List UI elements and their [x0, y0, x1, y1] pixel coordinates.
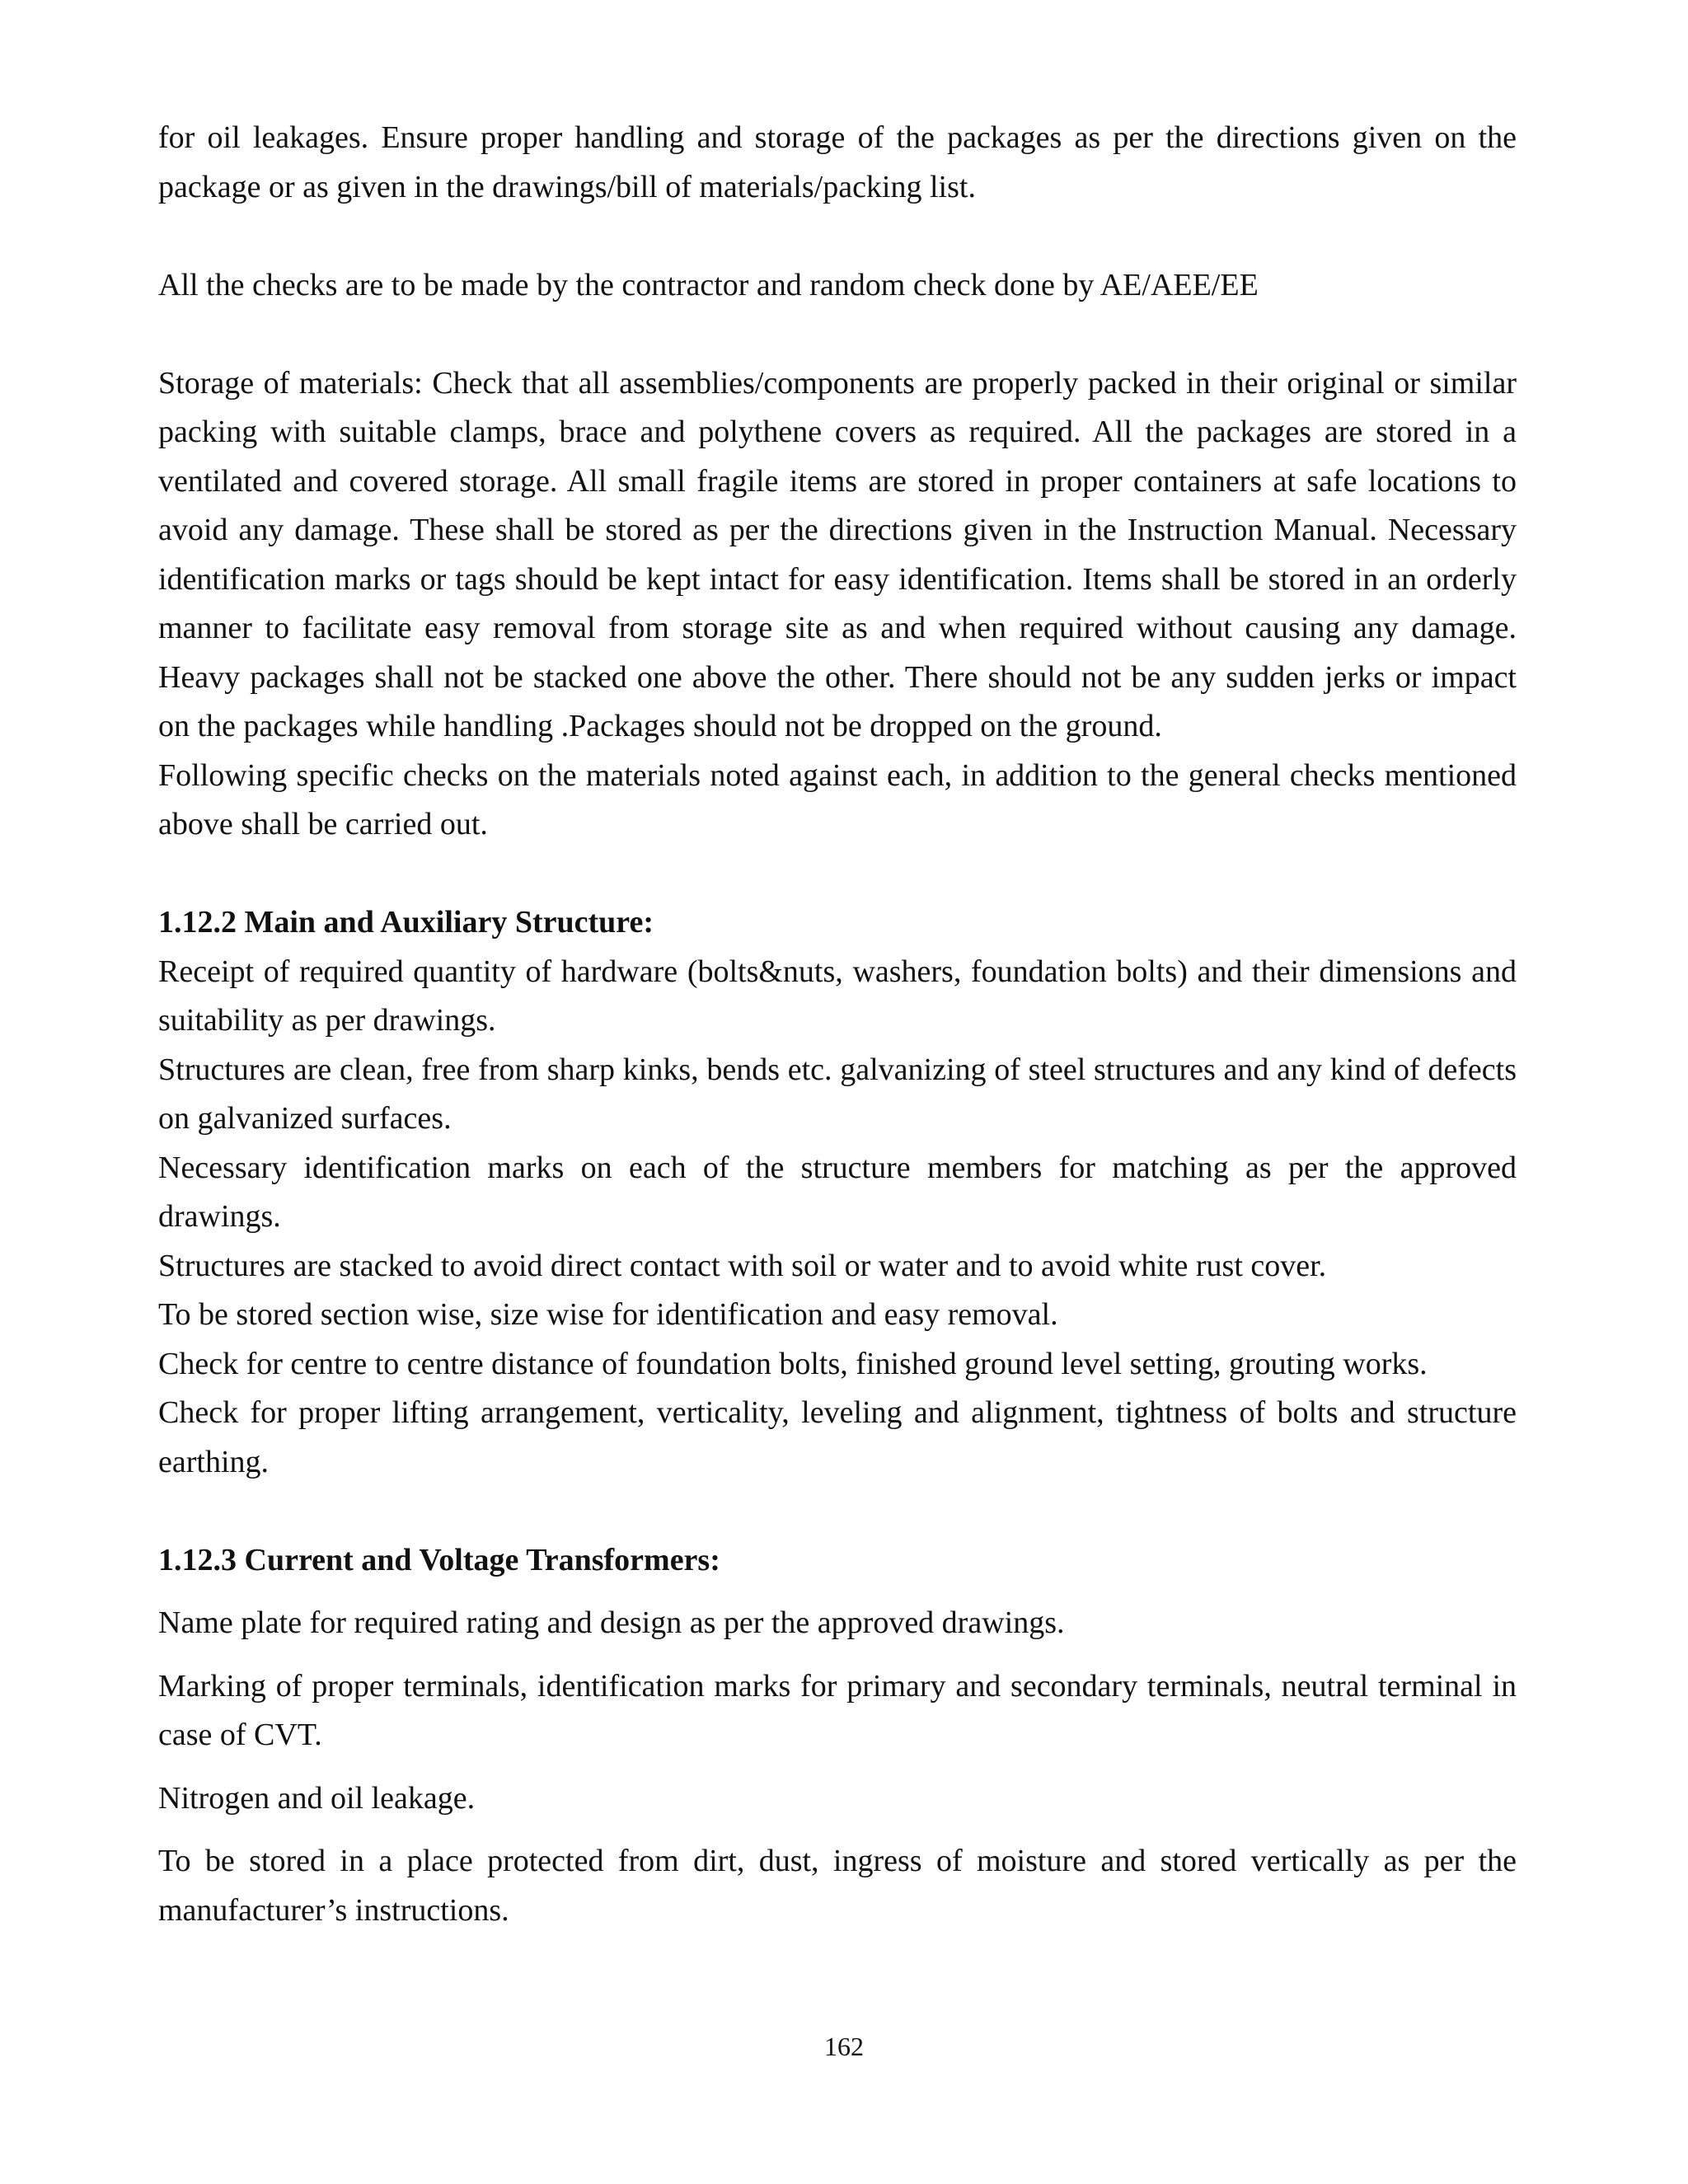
section-item: To be stored in a place protected from dirt, dust, ingress of moisture and stored vertically as per the manufacturer’s instructions. [158, 1844, 1517, 1928]
section-item: Check for centre to centre distance of foundation bolts, finished ground level setting, grouting works. [158, 1346, 1428, 1381]
section-item: Necessary identification marks on each of the structure members for matching as per the approved drawings. [158, 1150, 1517, 1234]
intro-paragraph-oil-leakages: for oil leakages. Ensure proper handling and storage of the packages as per the directions given on the package or as given in the drawings/bill of materials/packing list. [158, 120, 1517, 204]
section-current-voltage-transformers [158, 1536, 1517, 1936]
section-item: Receipt of required quantity of hardware (bolts&nuts, washers, foundation bolts) and their dimensions and suitability as per drawings. [158, 954, 1517, 1038]
section-item: Nitrogen and oil leakage. [158, 1780, 476, 1816]
section-item: Check for proper lifting arrangement, verticality, leveling and alignment, tightness of bolts and structure earthing. [158, 1395, 1517, 1479]
intro-paragraph-checks: All the checks are to be made by the contractor and random check done by AE/AEE/EE [158, 267, 1259, 302]
section-heading: 1.12.2 Main and Auxiliary Structure: [158, 905, 654, 940]
section-heading: 1.12.3 Current and Voltage Transformers: [158, 1542, 720, 1577]
section-item: Structures are stacked to avoid direct contact with soil or water and to avoid white rust cover. [158, 1248, 1327, 1283]
section-item: Name plate for required rating and design as per the approved drawings. [158, 1605, 1065, 1640]
page-body [158, 114, 1517, 1935]
intro-paragraph-storage: Storage of materials: Check that all assemblies/components are properly packed in their original or similar packing with suitable clamps, brace and polythene covers as required. All the packages are stored in a ventilated and covered storage. All small fragile items are stored in proper containers at safe locations to avoid any damage. These shall be stored as per the directions given in the Instruction Manual. Necessary identification marks or tags should be kept intact for easy identification. Items shall be stored in an orderly manner to facilitate easy removal from storage site as and when required without causing any damage. Heavy packages shall not be stacked one above the other. There should not be any sudden jerks or impact on the packages while handling .Packages should not be dropped on the ground. [158, 365, 1517, 743]
section-item: To be stored section wise, size wise for identification and easy removal. [158, 1297, 1058, 1332]
intro-paragraph-specific-checks: Following specific checks on the materials noted against each, in addition to the general checks mentioned above shall be carried out. [158, 757, 1517, 841]
section-item: Marking of proper terminals, identification marks for primary and secondary terminals, neutral terminal in case of CVT. [158, 1668, 1517, 1752]
section-main-auxiliary-structure [158, 898, 1517, 1487]
page-number: 162 [824, 2032, 864, 2061]
section-item: Structures are clean, free from sharp kinks, bends etc. galvanizing of steel structures and any kind of defects on galvanized surfaces. [158, 1052, 1517, 1136]
